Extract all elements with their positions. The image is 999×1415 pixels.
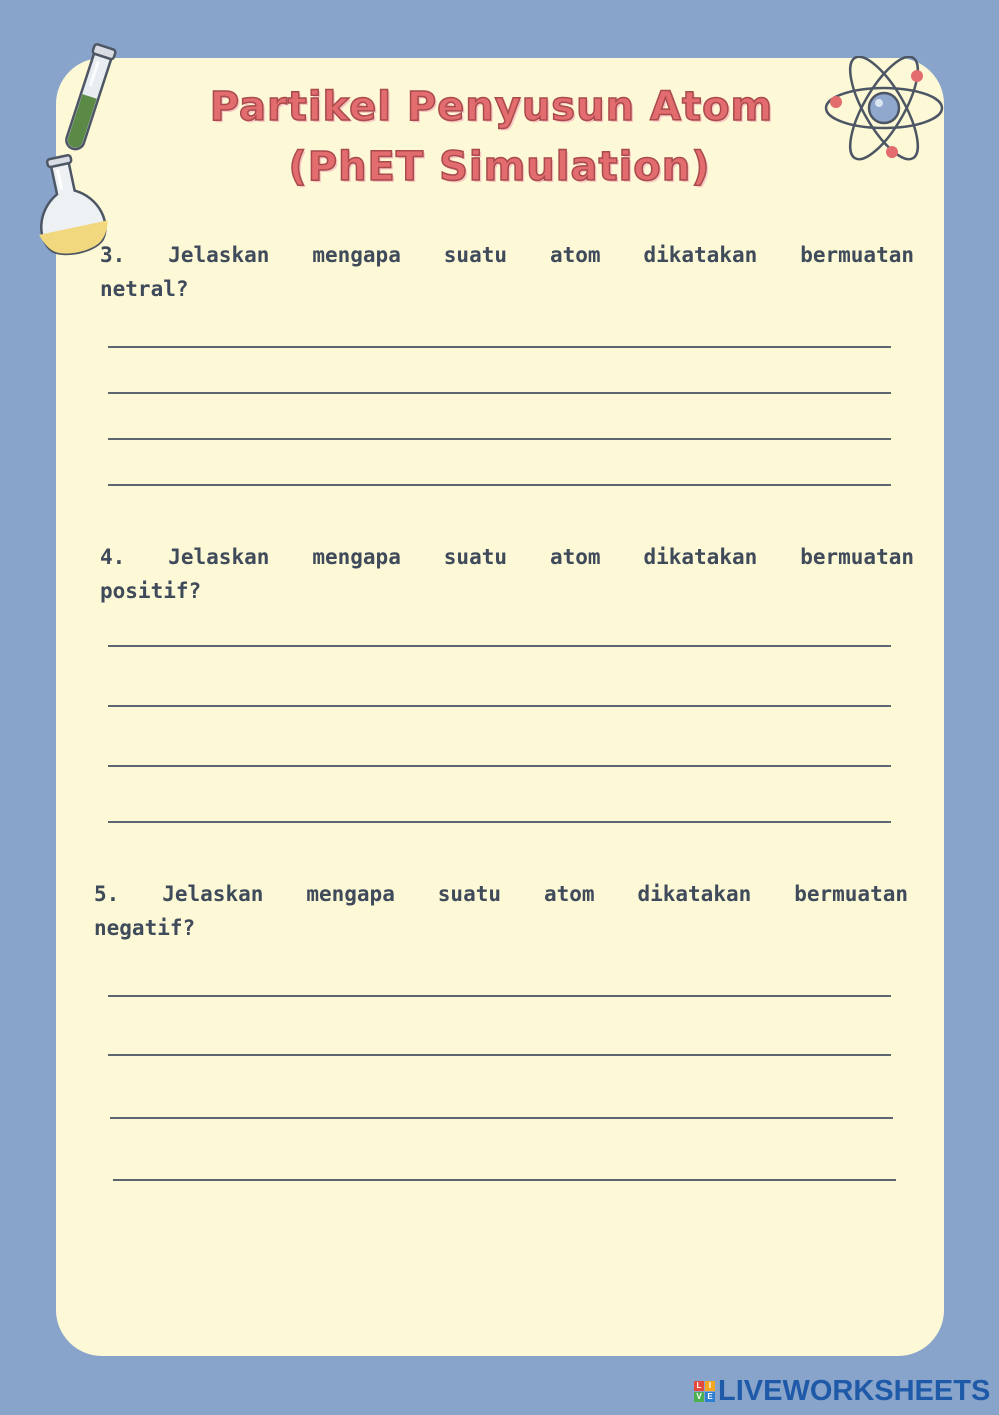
answer-line[interactable] xyxy=(108,392,891,394)
answer-line[interactable] xyxy=(108,705,891,707)
page-subtitle: (PhET Simulation) xyxy=(288,144,711,190)
brand-name: LIVEWORKSHEETS xyxy=(718,1374,991,1407)
answer-line[interactable] xyxy=(108,346,891,348)
question-text-continued: positif? xyxy=(100,579,202,603)
live-logo-icon xyxy=(694,1381,715,1402)
answer-line[interactable] xyxy=(108,1054,891,1056)
answer-line[interactable] xyxy=(113,1179,896,1181)
answer-line[interactable] xyxy=(108,645,891,647)
question-text-continued: negatif? xyxy=(94,916,196,940)
question-text: 4. Jelaskan mengapa suatu atom dikatakan bermuatan xyxy=(100,545,914,569)
logo-letter: I xyxy=(705,1381,715,1391)
liveworksheets-logo[interactable] xyxy=(694,1374,990,1408)
answer-line[interactable] xyxy=(108,995,891,997)
question-text-continued: netral? xyxy=(100,277,189,301)
logo-letter: L xyxy=(694,1381,704,1391)
answer-line[interactable] xyxy=(108,484,891,486)
answer-line[interactable] xyxy=(108,821,891,823)
question-4 xyxy=(100,540,914,608)
page-title: Partikel Penyusun Atom xyxy=(209,84,774,130)
question-text: 3. Jelaskan mengapa suatu atom dikatakan bermuatan xyxy=(100,243,914,267)
logo-letter: V xyxy=(694,1392,704,1402)
answer-line[interactable] xyxy=(108,438,891,440)
question-text: 5. Jelaskan mengapa suatu atom dikatakan bermuatan xyxy=(94,882,908,906)
question-5 xyxy=(94,877,908,945)
question-3 xyxy=(100,238,914,306)
answer-line[interactable] xyxy=(110,1117,893,1119)
logo-letter: E xyxy=(705,1392,715,1402)
answer-line[interactable] xyxy=(108,765,891,767)
